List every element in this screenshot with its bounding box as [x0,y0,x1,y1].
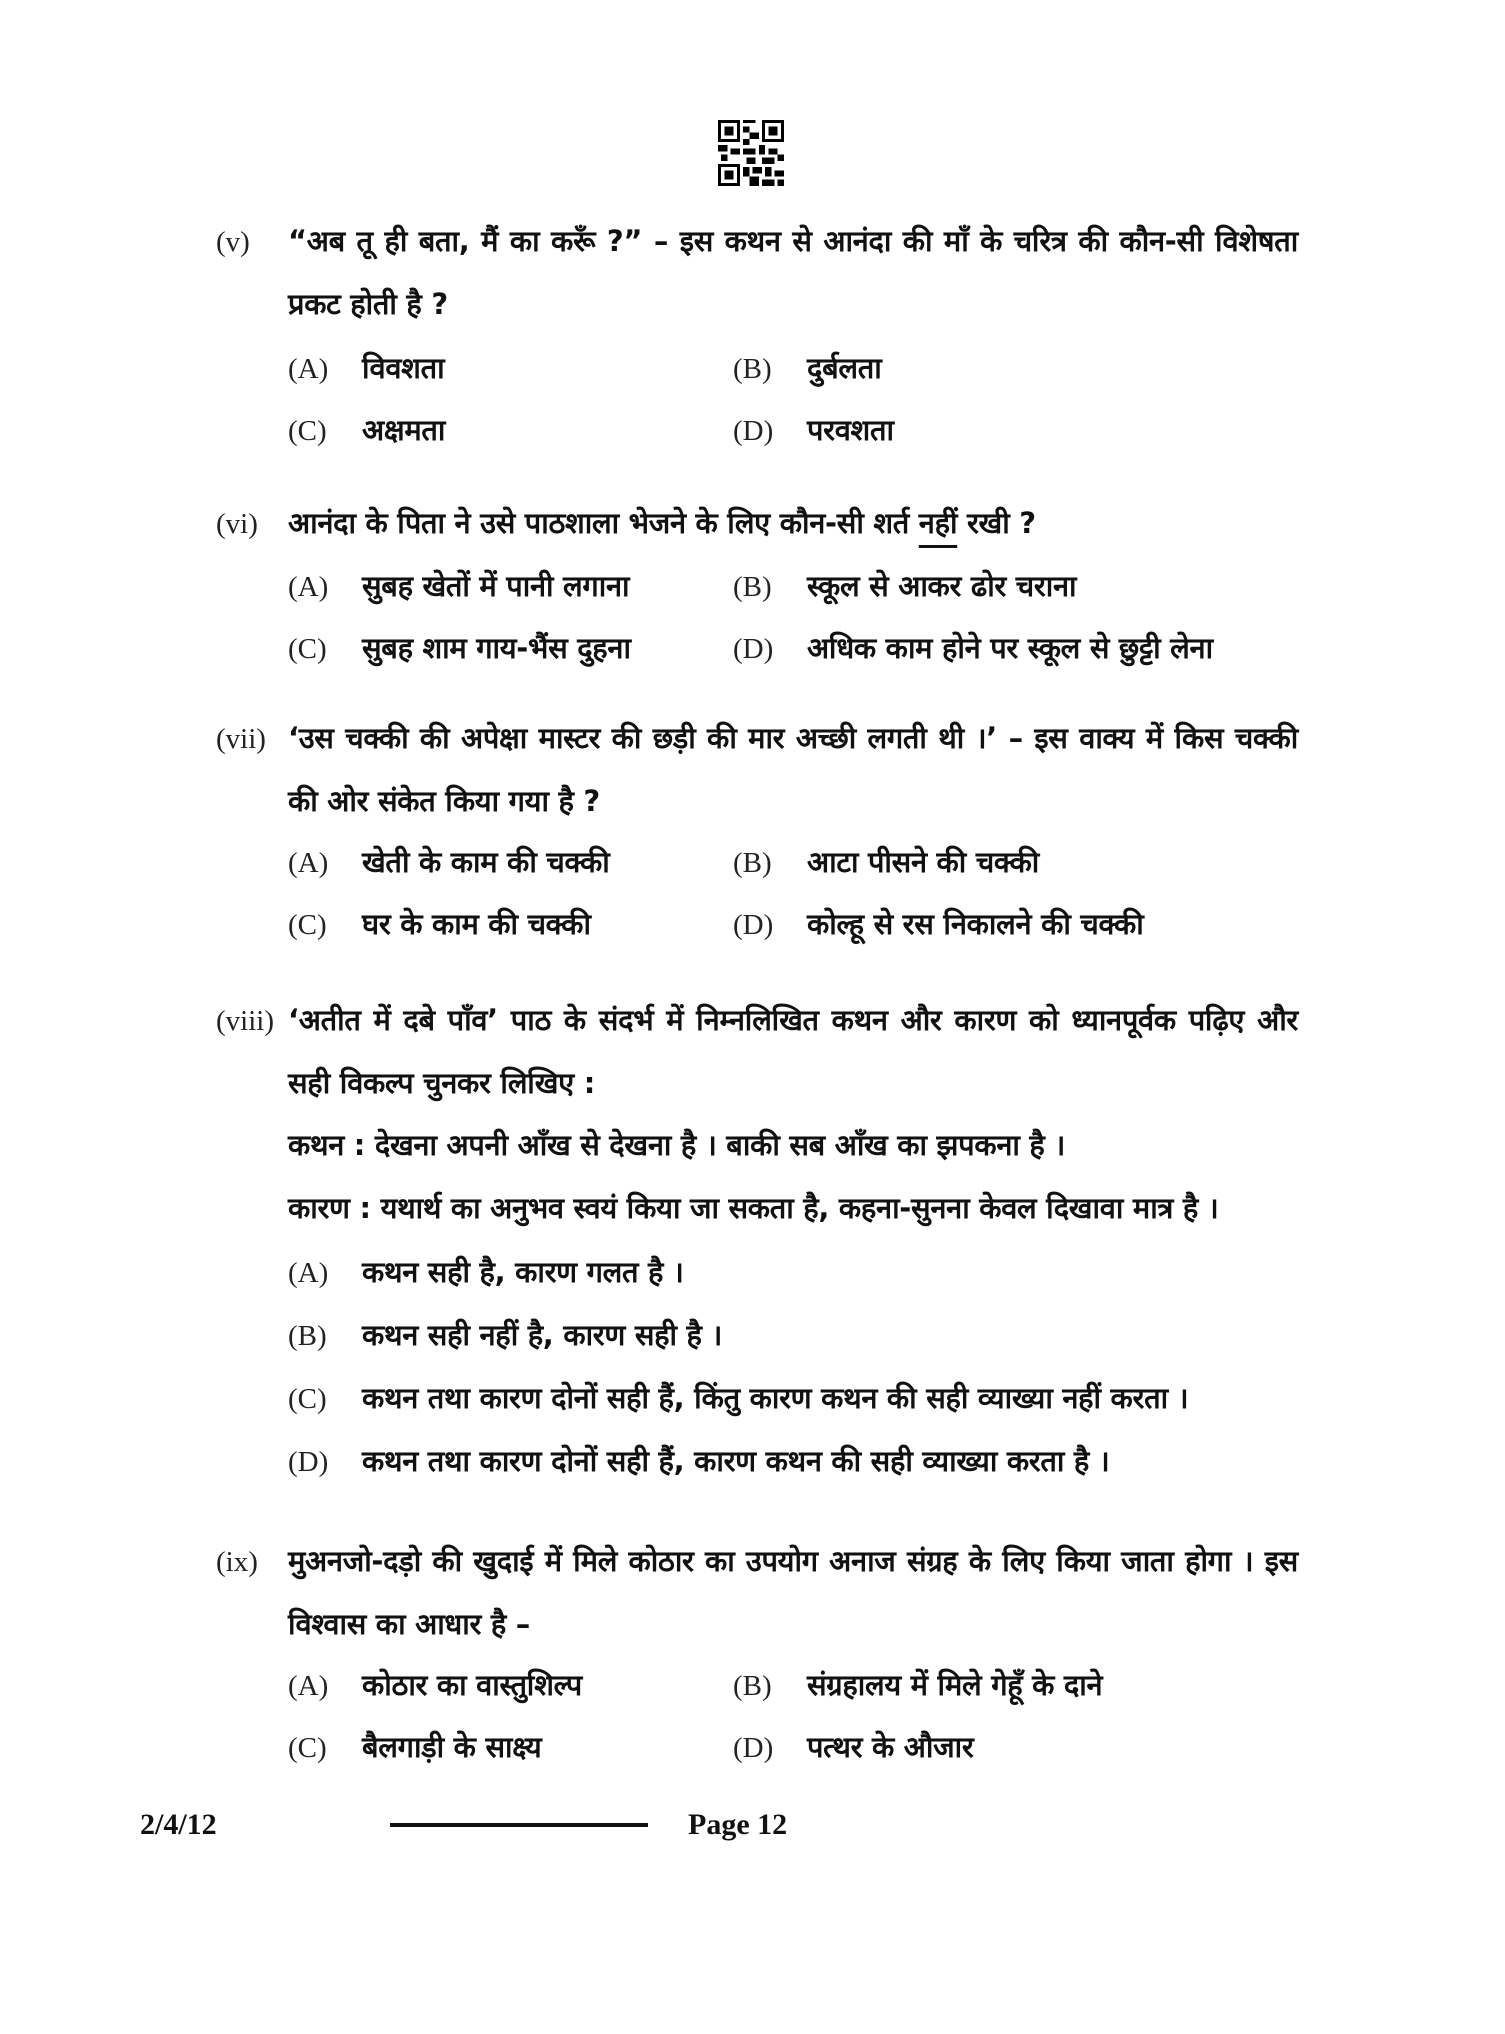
option-label: (A) [288,847,329,879]
question-number: (vii) [216,723,266,755]
option-label: (B) [733,353,772,385]
option-text: परवशता [807,413,894,447]
option-label: (A) [288,1670,329,1702]
question-number: (viii) [216,1005,274,1037]
option-label: (A) [288,571,329,603]
option-label: (C) [288,909,327,941]
option-text: स्कूल से आकर ढोर चराना [807,569,1077,603]
question-text: ‘अतीत में दबे पाँव’ पाठ के संदर्भ में निम्नलिखित कथन और कारण को ध्यानपूर्वक पढ़िए और सही विकल्प चुनकर लिखिए : [288,1003,1298,1100]
option-a[interactable] [288,842,609,881]
option-a[interactable] [288,1252,684,1291]
option-label: (B) [288,1320,327,1352]
page-number: Page 12 [688,1808,788,1841]
option-b[interactable] [733,842,1039,881]
option-label: (B) [733,571,772,603]
question-text: मुअनजो-दड़ो की खुदाई में मिले कोठार का उपयोग अनाज संग्रह के लिए किया जाता होगा । इस विश्वास का आधार है – [288,1544,1298,1641]
option-c[interactable] [288,904,591,943]
question-text: ‘उस चक्की की अपेक्षा मास्टर की छड़ी की मार अच्छी लगती थी ।’ – इस वाक्य में किस चक्की की ओर संकेत किया गया है ? [288,721,1298,818]
option-label: (B) [733,847,772,879]
option-label: (A) [288,353,329,385]
option-label: (A) [288,1257,329,1289]
option-text: कथन तथा कारण दोनों सही हैं, किंतु कारण कथन की सही व्याख्या नहीं करता । [362,1381,1189,1415]
option-text: कथन सही नहीं है, कारण सही है । [362,1318,723,1352]
option-d[interactable] [288,1441,1110,1480]
option-text: विवशता [362,351,445,385]
option-b[interactable] [733,1665,1102,1704]
question-text-after: रखी ? [957,506,1036,540]
option-label: (D) [288,1446,329,1478]
option-text: कथन तथा कारण दोनों सही हैं, कारण कथन की सही व्याख्या करता है । [362,1444,1110,1478]
option-text: पत्थर के औजार [807,1730,974,1764]
option-a[interactable] [288,566,629,605]
option-text: बैलगाड़ी के साक्ष्य [362,1730,542,1764]
option-text: कोल्हू से रस निकालने की चक्की [807,907,1144,941]
option-a[interactable] [288,1665,582,1704]
question-text-before: आनंदा के पिता ने उसे पाठशाला भेजने के लिए कौन-सी शर्त [288,506,919,540]
option-label: (C) [288,633,327,665]
option-b[interactable] [288,1315,722,1354]
option-d[interactable] [733,628,1213,667]
option-label: (C) [288,1732,327,1764]
option-d[interactable] [733,410,894,449]
option-b[interactable] [733,566,1076,605]
option-label: (B) [733,1670,772,1702]
footer-divider [390,1823,648,1827]
option-text: कथन सही है, कारण गलत है । [362,1255,684,1289]
option-text: अक्षमता [362,413,446,447]
question-number: (ix) [216,1546,258,1578]
option-text: खेती के काम की चक्की [362,845,610,879]
option-text: संग्रहालय में मिले गेहूँ के दाने [807,1668,1103,1702]
option-c[interactable] [288,1727,541,1766]
option-c[interactable] [288,410,445,449]
question-number: (v) [216,226,250,258]
option-label: (D) [733,415,774,447]
option-d[interactable] [733,1727,973,1766]
option-c[interactable] [288,628,631,667]
reason-statement: कारण : यथार्थ का अनुभव स्वयं किया जा सकता है, कहना-सुनना केवल दिखावा मात्र है । [288,1191,1219,1225]
option-label: (C) [288,1383,327,1415]
option-label: (D) [733,633,774,665]
option-c[interactable] [288,1378,1188,1417]
option-text: कोठार का वास्तुशिल्प [362,1668,582,1702]
option-text: सुबह खेतों में पानी लगाना [362,569,630,603]
option-label: (D) [733,1732,774,1764]
question-text-emphasis: नहीं [918,506,958,540]
qr-code-icon [718,120,784,186]
question-text: “अब तू ही बता, मैं का करूँ ?” – इस कथन से आनंदा की माँ के चरित्र की कौन-सी विशेषता प्रकट होती है ? [288,224,1298,321]
option-text: घर के काम की चक्की [362,907,591,941]
question-number: (vi) [216,508,258,540]
option-text: आटा पीसने की चक्की [807,845,1039,879]
question-text [288,492,1298,555]
assertion-statement: कथन : देखना अपनी आँख से देखना है । बाकी सब आँख का झपकना है । [288,1128,1066,1162]
paper-code: 2/4/12 [140,1808,217,1841]
option-text: दुर्बलता [807,351,882,385]
option-text: अधिक काम होने पर स्कूल से छुट्टी लेना [807,631,1213,665]
option-text: सुबह शाम गाय-भैंस दुहना [362,631,631,665]
option-label: (C) [288,415,327,447]
option-b[interactable] [733,348,881,387]
option-label: (D) [733,909,774,941]
option-a[interactable] [288,348,444,387]
option-d[interactable] [733,904,1143,943]
